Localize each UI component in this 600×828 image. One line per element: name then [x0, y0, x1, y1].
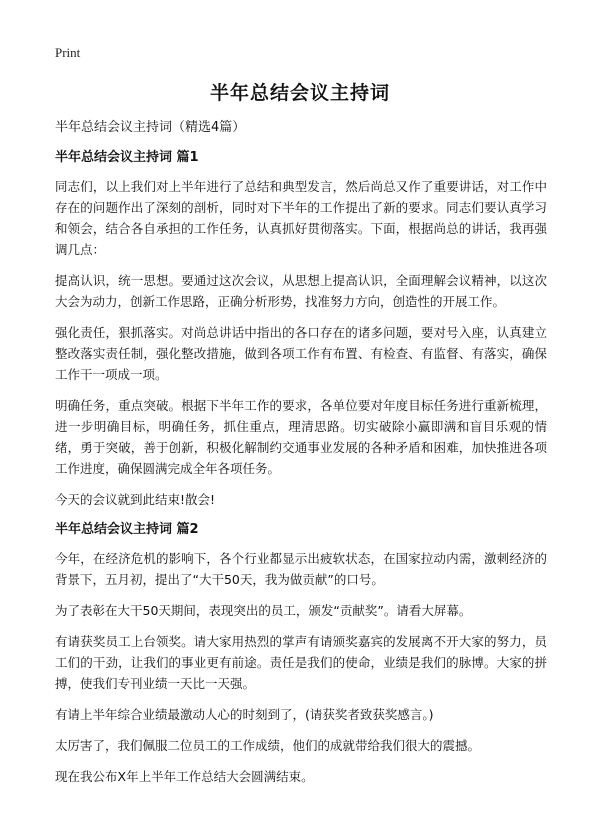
- paragraph: 太厉害了，我们佩服二位员工的工作成绩，他们的成就带给我们很大的震撼。: [55, 738, 481, 753]
- paragraph: 有请上半年综合业绩最激动人心的时刻到了，(请获奖者致获奖感言。): [55, 707, 434, 722]
- print-link[interactable]: Print: [55, 45, 81, 60]
- paragraph: 提高认识，统一思想。要通过这次会议，从思想上提高认识，全面理解会议精神，以这次大会为动力，创新工作思路，正确分析形势，找准努力方向，创造性的开展工作。: [55, 273, 547, 309]
- paragraph: 今年，在经济危机的影响下，各个行业都显示出疲软状态，在国家拉动内需，激刺经济的背景下，五月初，提出了“大干50天，我为做贡献”的口号。: [55, 551, 547, 587]
- paragraph: 强化责任，狠抓落实。对尚总讲话中指出的各口存在的诸多问题，要对号入座，认真建立整改落实责任制，强化整改措施，做到各项工作有布置、有检查、有监督、有落实，确保工作干一项成一项。: [55, 325, 547, 382]
- document-subtitle: 半年总结会议主持词（精选4篇）: [55, 120, 246, 135]
- paragraph: 现在我公布X年上半年工作总结大会圆满结束。: [55, 769, 314, 784]
- section-heading: 半年总结会议主持词 篇2: [55, 522, 199, 537]
- page-title: 半年总结会议主持词: [209, 82, 390, 104]
- paragraph: 为了表彰在大干50天期间，表现突出的员工，颁发“贡献奖”。请看大屏幕。: [55, 603, 472, 618]
- paragraph: 同志们，以上我们对上半年进行了总结和典型发言，然后尚总又作了重要讲话，对工作中存在的问题作出了深刻的剖析，同时对下半年的工作提出了新的要求。同志们要认真学习和领会，结合各自承担的工作任务，认真抓好贯彻落实。下面，根据尚总的讲话，我再强调几点：: [55, 179, 547, 257]
- document-body: [55, 118, 547, 797]
- section-heading: 半年总结会议主持词 篇1: [55, 150, 199, 165]
- paragraph: 有请获奖员工上台领奖。请大家用热烈的掌声有请颁奖嘉宾的发展离不开大家的努力，员工们的干劲，让我们的事业更有前途。责任是我们的使命，业绩是我们的脉博。大家的拼搏，使我们专刊业绩一天比一天强。: [55, 634, 547, 691]
- paragraph: 明确任务，重点突破。根据下半年工作的要求，各单位要对年度目标任务进行重新梳理，进一步明确目标，明确任务，抓住重点，理清思路。切实破除小赢即满和盲目乐观的情绪，勇于突破，善于创新，积极化解制约交通事业发展的各种矛盾和困难，加快推进各项工作进度，确保圆满完成全年各项任务。: [55, 398, 547, 476]
- paragraph: 今天的会议就到此结束!散会!: [55, 492, 216, 507]
- section-2: [55, 520, 547, 787]
- section-1: [55, 148, 547, 510]
